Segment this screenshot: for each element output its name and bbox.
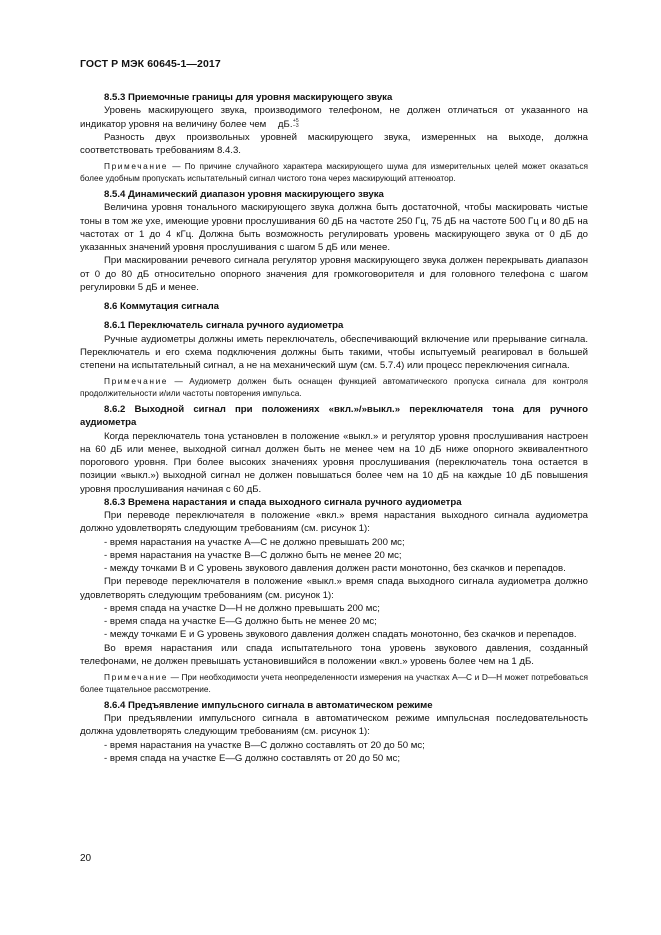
document-header: ГОСТ Р МЭК 60645-1—2017 xyxy=(80,58,221,70)
list-item: - время нарастания на участке В—С должно составлять от 20 до 50 мс; xyxy=(104,739,425,751)
document-body xyxy=(80,91,588,765)
note: Примечание — Аудиометр должен быть оснащен функцией автоматического пропуска сигнала для контроля продолжительности и/или частоты повторения импульса. xyxy=(80,376,588,398)
list-item: - между точками Е и G уровень звукового давления должен спадать монотонно, без скачков и перепадов. xyxy=(104,629,577,641)
list-item: - время спада на участке D—Н не должно превышать 200 мс; xyxy=(104,602,380,614)
note: Примечание — По причине случайного характера маскирующего шума для измерительных целей может оказаться более удобным пропускать испытательный сигнал чистого тона через маскирующий аттенюатор. xyxy=(80,161,588,183)
section-heading-8-5-4: 8.5.4 Динамический диапазон уровня маскирующего звука xyxy=(104,189,384,201)
list-item: - между точками В и С уровень звукового давления должен расти монотонно, без скачков и перепадов. xyxy=(104,563,566,575)
list-item: - время спада на участке Е—G должно составлять от 20 до 50 мс; xyxy=(104,752,400,764)
section-heading-8-6: 8.6 Коммутация сигнала xyxy=(104,301,219,313)
section-heading-8-6-3: 8.6.3 Времена нарастания и спада выходного сигнала ручного аудиометра xyxy=(104,496,462,508)
section-heading-8-6-1: 8.6.1 Переключатель сигнала ручного аудиометра xyxy=(104,320,344,332)
list-item: - время нарастания на участке В—С должно быть не менее 20 мс; xyxy=(104,549,402,561)
paragraph: При предъявлении импульсного сигнала в автоматическом режиме импульсная последовательность должна удовлетворять следующим требованиям (см. рисунок 1): xyxy=(80,713,588,738)
note-label: Примечание xyxy=(104,161,169,172)
paragraph: При переводе переключателя в положение «вкл.» время нарастания выходного сигнала аудиометра должно удовлетворять следующим требованиям (см. рисунок 1): xyxy=(80,510,588,535)
paragraph: Ручные аудиометры должны иметь переключатель, обеспечивающий включение или прерывание сигнала. Переключатель и его схема подключения должны быть такими, чтобы испытуемый реагировал в большей степени на испытательный сигнал, а не на механический шум (см. 5.7.4) или процесс переключения сигнала. xyxy=(80,333,588,372)
list-item: - время спада на участке Е—G должно быть не менее 20 мс; xyxy=(104,616,377,628)
paragraph: Во время нарастания или спада испытательного тона уровень звукового давления, созданный телефонами, не должен превышать установившийся в положении «вкл.» уровень более чем на 1 дБ. xyxy=(80,642,588,667)
section-heading-8-5-3: 8.5.3 Приемочные границы для уровня маскирующего звука xyxy=(104,92,393,103)
note: Примечание — При необходимости учета неопределенности измерения на участках А—С и D—Н может потребоваться более тщательное рассмотрение. xyxy=(80,672,588,694)
paragraph: При переводе переключателя в положение «выкл.» время спада выходного сигнала аудиометра должно удовлетворять следующим требованиям (см. рисунок 1): xyxy=(80,576,588,601)
section-heading-8-6-2: 8.6.2 Выходной сигнал при положениях «вкл.»/»выкл.» переключателя тона для ручного аудиометра xyxy=(80,404,588,429)
list-item: - время нарастания на участке А—С не должно превышать 200 мс; xyxy=(104,536,405,548)
paragraph: Когда переключатель тона установлен в положение «выкл.» и регулятор уровня прослушивания настроен на 60 дБ или менее, выходной сигнал должен быть не менее чем на 10 дБ ниже опорного эквивалентного порогового уровня. При более высоких значениях уровня прослушивания (переключатель тона остается в позиции «выкл.») выходной сигнал не должен повышаться более чем на 10 дБ на каждые 10 дБ повышения уровня прослушивания начиная с 60 дБ. xyxy=(80,430,588,495)
paragraph: Величина уровня тонального маскирующего звука должна быть достаточной, чтобы маскировать чистые тоны в том же ухе, имеющие уровни прослушивания 60 дБ на частоте 250 Гц, 75 дБ на частоте 500 Гц и 80 дБ на частотах от 1 до 4 кГц. Должна быть возможность регулировать уровень маскирующего звука от 0 дБ до указанных значений уровня прослушивания с шагом 5 дБ или менее. xyxy=(80,202,588,254)
tolerance-superscript: +5 −3 xyxy=(292,117,299,129)
paragraph: Разность двух произвольных уровней маскирующего звука, измеренных на выходе, должна соответствовать требованиям 8.4.3. xyxy=(80,131,588,156)
paragraph: Уровень маскирующего звука, производимого телефоном, не должен отличаться от указанного на индикатор уровня на величину более чем +5 −3 дБ. xyxy=(80,105,588,130)
note-label: Примечание xyxy=(104,376,169,387)
paragraph: При маскировании речевого сигнала регулятор уровня маскирующего звука должен перекрывать диапазон от 0 до 80 дБ относительно опорного значения для громкоговорителя и для головного телефона с шагом регулировки 5 дБ и менее. xyxy=(80,255,588,293)
note-label: Примечание xyxy=(104,672,169,683)
section-heading-8-6-4: 8.6.4 Предъявление импульсного сигнала в автоматическом режиме xyxy=(104,699,433,711)
page-number: 20 xyxy=(80,853,92,864)
